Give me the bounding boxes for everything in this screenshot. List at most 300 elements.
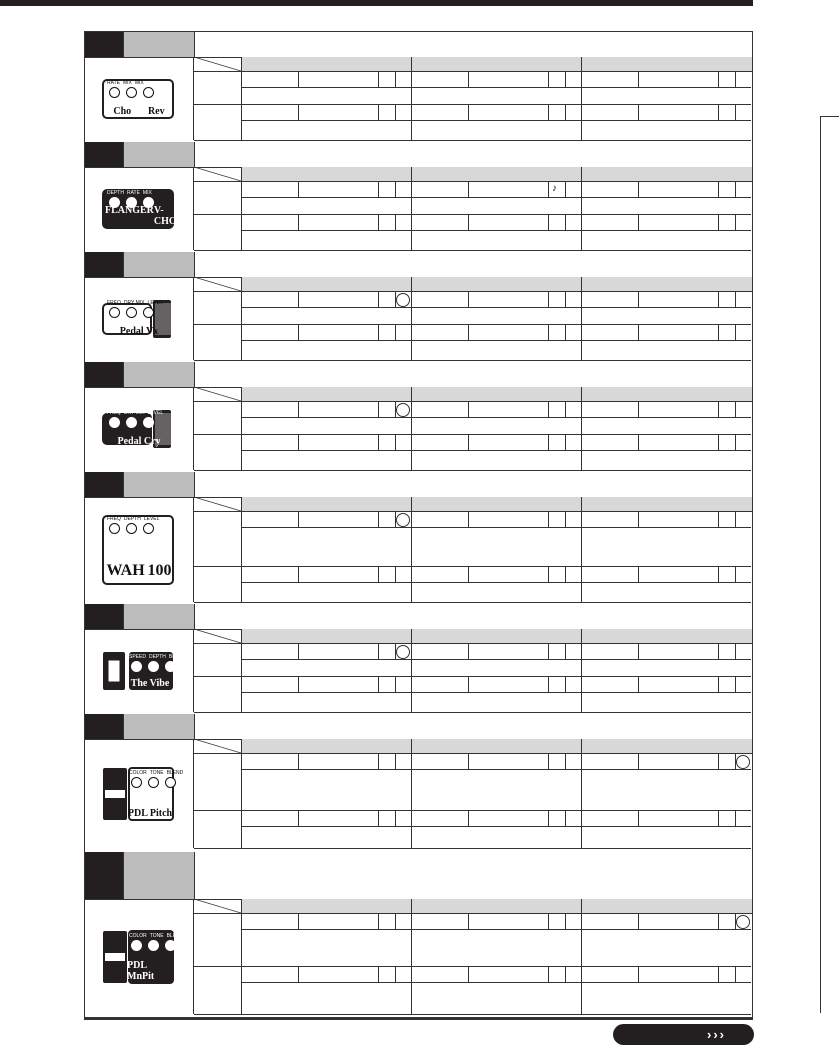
cell-divider [548, 182, 549, 197]
pedal-title [127, 960, 173, 982]
pedal-knob-label: BLEND [166, 932, 184, 939]
cell-divider [718, 402, 719, 417]
parameter-cell-bottom [411, 528, 581, 567]
pedal-knob-labels [129, 654, 180, 660]
cell-divider [298, 567, 299, 582]
effect-description-cell [194, 32, 752, 57]
pedal-knobs [109, 87, 154, 98]
parameter-cell-top [241, 435, 411, 451]
pedal-knob-icon [165, 940, 176, 951]
parameter-cell-top [241, 914, 411, 930]
parameter-cell-bottom [241, 528, 411, 567]
parameter-cell-top [581, 402, 751, 418]
effect-parameter-table [84, 31, 753, 1018]
cell-divider [378, 402, 379, 417]
pedal-icon [95, 404, 181, 454]
tap-circle-icon [396, 645, 410, 659]
cell-divider [468, 677, 469, 692]
pedal-title-text: The Vibe [130, 677, 170, 689]
effect-section-the-vibe [85, 604, 752, 712]
cell-divider [378, 811, 379, 826]
pedal-knob-icon [148, 777, 159, 788]
cell-divider [565, 435, 566, 450]
pedal-knob-label: TONE [149, 932, 164, 939]
parameter-cell-bottom [581, 770, 751, 811]
parameter-cell-bottom [241, 88, 411, 105]
parameter-row-label [194, 914, 242, 967]
parameter-cell-bottom [241, 121, 411, 141]
cell-divider [468, 754, 469, 769]
effect-header [85, 32, 752, 58]
parameter-header-cell [581, 167, 756, 181]
parameter-header-row [241, 739, 752, 754]
parameter-cell-top [241, 512, 411, 528]
pedal-knob-icon [165, 661, 176, 672]
pedal-title-text: Rev [147, 105, 165, 117]
parameter-cell-bottom [241, 341, 411, 361]
parameter-row-label [194, 567, 242, 603]
cell-divider [468, 567, 469, 582]
parameter-cell-top [411, 215, 581, 231]
header-diagonal-cell [194, 387, 242, 402]
parameter-row-label [194, 811, 242, 849]
cell-divider [468, 512, 469, 527]
parameter-header-row [241, 387, 752, 402]
pedal-knob-label: RATE [126, 189, 140, 196]
cell-divider [548, 567, 549, 582]
effect-header [85, 142, 752, 168]
parameter-cell-bottom [581, 983, 751, 1015]
parameter-header-cell [581, 629, 756, 643]
pedal-title [105, 106, 173, 117]
cell-divider [638, 644, 639, 659]
cell-divider [395, 914, 396, 929]
pedal-knob-label: COLOR [129, 932, 147, 939]
cell-divider [298, 402, 299, 417]
cell-divider [548, 215, 549, 230]
parameter-header-cell [581, 277, 756, 291]
cell-divider [548, 292, 549, 307]
cell-divider [638, 435, 639, 450]
pedal-knob-icon [126, 87, 137, 98]
parameter-header-cell [241, 899, 416, 913]
cell-divider [468, 72, 469, 87]
cell-divider [468, 402, 469, 417]
cell-divider [468, 967, 469, 982]
pedal-knob-icon [126, 417, 137, 428]
tap-circle-icon [396, 513, 410, 527]
parameter-header-cell [241, 387, 416, 401]
pedal-knob-label: MIX [134, 79, 144, 86]
parameter-cell-bottom [581, 930, 751, 967]
cell-divider [298, 967, 299, 982]
parameter-cell-bottom [411, 451, 581, 471]
parameter-cell-bottom [241, 983, 411, 1015]
parameter-header-cell [581, 57, 756, 71]
pedal-knobs [131, 777, 176, 788]
pedal-icon [95, 762, 184, 826]
parameter-cell-top [241, 325, 411, 341]
pedal-icon [95, 925, 184, 989]
pedal-title-text: PDL MnPit [127, 959, 155, 982]
parameter-row-label [194, 215, 242, 251]
cell-divider [735, 435, 736, 450]
parameter-cell-top [241, 292, 411, 308]
cell-divider [548, 105, 549, 120]
pedal-knob-label: DEPTH [123, 515, 141, 522]
pedal-knob-label: MIX [142, 189, 152, 196]
cell-divider [735, 215, 736, 230]
parameter-row-label [194, 967, 242, 1015]
pedal-knob-label: BIAS [168, 653, 181, 660]
parameter-header-cell [581, 739, 756, 753]
parameter-header-row [241, 629, 752, 644]
parameter-row-label [194, 677, 242, 713]
parameter-header-cell [411, 497, 586, 511]
parameter-cell-bottom [581, 451, 751, 471]
cell-divider [718, 811, 719, 826]
pedal-icon [95, 294, 181, 344]
parameter-row-label [194, 754, 242, 811]
effect-description-cell [194, 714, 752, 739]
pedal-knobs [109, 523, 154, 534]
parameter-cell-top [241, 182, 411, 198]
cell-divider [565, 215, 566, 230]
cell-divider [395, 182, 396, 197]
pedal-knobs [109, 417, 154, 428]
cell-divider [718, 754, 719, 769]
pedal-knob-icon [109, 307, 120, 318]
parameter-row-label [194, 72, 242, 105]
cell-divider [468, 292, 469, 307]
parameter-cell-bottom [241, 660, 411, 677]
cell-divider [735, 325, 736, 340]
parameter-row-label [194, 512, 242, 567]
parameter-cell-top [581, 435, 751, 451]
pedal-knob-labels [129, 770, 183, 776]
parameter-cell-bottom [411, 121, 581, 141]
parameter-header-cell [241, 739, 416, 753]
cell-divider [298, 914, 299, 929]
tap-circle-icon [396, 293, 410, 307]
cell-divider [565, 811, 566, 826]
pedal-title [105, 562, 173, 580]
pedal-title-text: 100 [147, 561, 172, 579]
header-diagonal-cell [194, 899, 242, 914]
parameter-cell-bottom [411, 693, 581, 713]
pedal-title-text: FLANGER [105, 204, 154, 216]
cell-divider [735, 567, 736, 582]
cell-divider [298, 105, 299, 120]
cell-divider [395, 325, 396, 340]
parameter-header-cell [411, 629, 586, 643]
cell-divider [735, 402, 736, 417]
cell-divider [638, 677, 639, 692]
pedal-knob-icon [109, 87, 120, 98]
cell-divider [395, 215, 396, 230]
cell-divider [378, 512, 379, 527]
cell-divider [378, 215, 379, 230]
parameter-cell-bottom [241, 451, 411, 471]
parameter-cell-top [581, 811, 751, 827]
parameter-cell-top [411, 644, 581, 660]
pedal-knob-labels [129, 933, 183, 939]
cell-divider [378, 325, 379, 340]
pedal-knob-icon [109, 417, 120, 428]
pedal-knob-label: SPEED [129, 653, 146, 660]
parameter-header-row [241, 497, 752, 512]
effect-section-flanger-vcho [85, 142, 752, 250]
header-diagonal-cell [194, 629, 242, 644]
pedal-title [105, 436, 173, 447]
tap-circle-icon [396, 403, 410, 417]
cell-divider [548, 325, 549, 340]
parameter-cell-top [241, 644, 411, 660]
parameter-cell-top [241, 754, 411, 770]
effect-section-wah-100 [85, 472, 752, 602]
parameter-cell-bottom [581, 121, 751, 141]
cell-divider [565, 325, 566, 340]
cell-divider [298, 811, 299, 826]
parameter-cell-top [581, 325, 751, 341]
cell-divider [718, 644, 719, 659]
parameter-cell-top [411, 512, 581, 528]
parameter-header-cell [241, 629, 416, 643]
parameter-cell-top [241, 567, 411, 583]
cell-divider [638, 182, 639, 197]
pedal-icon [95, 184, 181, 234]
effect-header [85, 252, 752, 278]
parameter-cell-bottom [241, 308, 411, 325]
cell-divider [565, 182, 566, 197]
pedal-title [127, 678, 173, 689]
cell-divider [378, 644, 379, 659]
pedal-knob-icon [126, 307, 137, 318]
parameter-cell-top [411, 967, 581, 983]
pedal-title [127, 808, 173, 819]
effect-description-cell [194, 472, 752, 497]
parameter-cell-top [241, 402, 411, 418]
parameter-header-cell [241, 167, 416, 181]
cell-divider [468, 105, 469, 120]
cell-divider [378, 292, 379, 307]
parameter-cell-bottom [411, 660, 581, 677]
pedal-title-text: PDL Pitch [127, 807, 173, 819]
parameter-cell-bottom [411, 583, 581, 603]
cell-divider [548, 644, 549, 659]
cell-divider [378, 754, 379, 769]
pedal-knob-label: LEVEL [147, 299, 164, 306]
pedal-image-wah-100 [85, 497, 194, 602]
parameter-cell-bottom [411, 198, 581, 215]
cell-divider [468, 325, 469, 340]
pedal-image-the-vibe [85, 629, 194, 712]
cell-divider [378, 105, 379, 120]
parameter-row-label [194, 292, 242, 325]
cell-divider [735, 811, 736, 826]
pedal-knob-icon [148, 940, 159, 951]
parameter-cell-top [581, 72, 751, 88]
parameter-cell-top [411, 72, 581, 88]
cell-divider [638, 914, 639, 929]
parameter-row-label [194, 402, 242, 435]
parameter-header-cell [411, 167, 586, 181]
effect-number-cell [85, 604, 123, 629]
pedal-knob-labels [107, 80, 144, 86]
cell-divider [548, 967, 549, 982]
pedal-title-text: Pedal Vx [119, 325, 159, 337]
parameter-cell-top [581, 182, 751, 198]
parameter-cell-bottom [241, 231, 411, 251]
pedal-knob-label: DEPTH [107, 189, 124, 196]
pedal-knob-label: DEPTH [148, 653, 166, 660]
effect-section-pdl-pitch [85, 714, 752, 848]
cell-divider [298, 72, 299, 87]
cell-divider [638, 567, 639, 582]
pedal-knob-label: TONE [149, 769, 164, 776]
pedal-knob-icon [131, 777, 142, 788]
cell-divider [718, 914, 719, 929]
parameter-header-row [241, 167, 752, 182]
cell-divider [468, 182, 469, 197]
cell-divider [638, 967, 639, 982]
pedal-knob-labels [107, 190, 152, 196]
effect-name-cell [123, 852, 195, 899]
cell-divider [565, 105, 566, 120]
parameter-cell-top [241, 72, 411, 88]
cell-divider [298, 754, 299, 769]
effect-number-cell [85, 142, 123, 167]
cell-divider [638, 402, 639, 417]
pedal-title-text: V-CHO [153, 204, 177, 227]
parameter-cell-top [411, 325, 581, 341]
cell-divider [565, 677, 566, 692]
pedal-knob-label: DRY MIX [123, 409, 145, 416]
cell-divider [718, 967, 719, 982]
pedal-image-pedal-cry [85, 387, 194, 470]
parameter-cell-bottom [581, 341, 751, 361]
parameter-cell-bottom [411, 341, 581, 361]
effect-header [85, 604, 752, 630]
cell-divider [735, 182, 736, 197]
cell-divider [395, 811, 396, 826]
pedal-knob-icon [148, 661, 159, 672]
parameter-cell-top [581, 677, 751, 693]
tap-circle-icon [736, 755, 750, 769]
parameter-row-label [194, 644, 242, 677]
pedal-title [105, 326, 173, 337]
parameter-cell-top [241, 105, 411, 121]
parameter-cell-top [241, 677, 411, 693]
effect-number-cell [85, 852, 123, 899]
cell-divider [548, 435, 549, 450]
pedal-knob-labels [107, 516, 159, 522]
cell-divider [395, 435, 396, 450]
parameter-cell-top [241, 811, 411, 827]
parameter-cell-bottom [241, 827, 411, 849]
pedal-icon [95, 646, 181, 696]
parameter-cell-top [581, 215, 751, 231]
cell-divider [548, 914, 549, 929]
effect-number-cell [85, 252, 123, 277]
cell-divider [565, 754, 566, 769]
cell-divider [378, 72, 379, 87]
cell-divider [638, 215, 639, 230]
parameter-cell-top [241, 967, 411, 983]
effect-header [85, 362, 752, 388]
cell-divider [718, 325, 719, 340]
cell-divider [735, 512, 736, 527]
parameter-cell-bottom [581, 308, 751, 325]
pedal-title [105, 204, 177, 227]
parameter-row-label [194, 182, 242, 215]
parameter-cell-top [411, 105, 581, 121]
pedal-knob-label: FREQ [107, 515, 121, 522]
effect-name-cell [123, 142, 195, 167]
parameter-header-cell [581, 497, 756, 511]
pedal-knob-label: LEVEL [147, 409, 164, 416]
cell-divider [395, 105, 396, 120]
parameter-cell-bottom [241, 770, 411, 811]
pedal-knob-label: COLOR [129, 769, 147, 776]
parameter-header-cell [411, 739, 586, 753]
parameter-cell-bottom [581, 583, 751, 603]
cell-divider [468, 644, 469, 659]
parameter-header-cell [411, 899, 586, 913]
pedal-knob-label: DRY MIX [123, 299, 145, 306]
cell-divider [638, 512, 639, 527]
pedal-knob-icon [143, 523, 154, 534]
cell-divider [298, 182, 299, 197]
cell-divider [638, 105, 639, 120]
pedal-title-text: Pedal Cry [117, 435, 161, 447]
effect-description-cell [194, 852, 752, 899]
parameter-cell-bottom [241, 418, 411, 435]
parameter-cell-top [581, 512, 751, 528]
effect-name-cell [123, 472, 195, 497]
cell-divider [298, 215, 299, 230]
pedal-title-text: WAH [106, 561, 145, 579]
cell-divider [565, 644, 566, 659]
cell-divider [395, 567, 396, 582]
parameter-cell-top [411, 914, 581, 930]
header-diagonal-cell [194, 277, 242, 292]
next-page-button[interactable]: ››› [613, 1024, 754, 1045]
parameter-cell-bottom [411, 231, 581, 251]
pedal-knob-icon [131, 940, 142, 951]
cell-divider [718, 677, 719, 692]
parameter-header-row [241, 277, 752, 292]
pedal-image-cho-rev [85, 57, 194, 140]
parameter-cell-bottom [581, 231, 751, 251]
cell-divider [718, 215, 719, 230]
parameter-cell-bottom [581, 693, 751, 713]
pedal-knobs [131, 661, 176, 672]
effect-section-pedal-cry [85, 362, 752, 470]
pedal-knob-icon [126, 523, 137, 534]
pedal-knob-icon [143, 417, 154, 428]
parameter-cell-top [581, 292, 751, 308]
parameter-cell-top [411, 292, 581, 308]
effect-number-cell [85, 32, 123, 57]
parameter-header-cell [411, 277, 586, 291]
effect-description-cell [194, 604, 752, 629]
cell-divider [298, 512, 299, 527]
effect-name-cell [123, 32, 195, 57]
pedal-knob-icon [131, 661, 142, 672]
cell-divider [565, 967, 566, 982]
cell-divider [735, 72, 736, 87]
